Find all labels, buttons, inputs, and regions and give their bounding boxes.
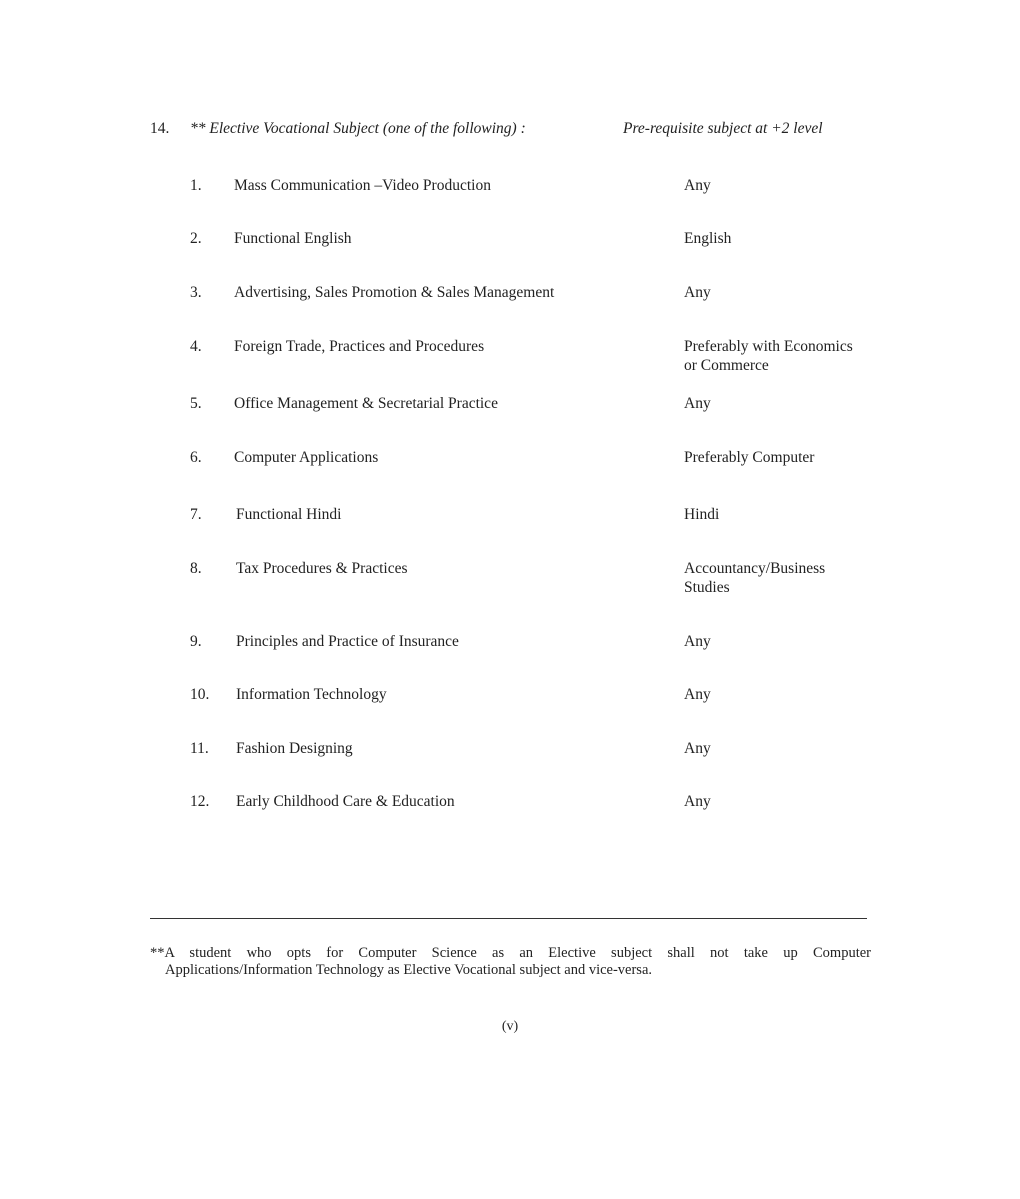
item-number: 8. [190,560,202,577]
prerequisite: Hindi [684,506,720,523]
prerequisite-continued: Studies [684,579,730,596]
subject-name: Functional Hindi [236,506,342,523]
prerequisite: Any [684,793,711,810]
prereq-heading: Pre-requisite subject at +2 level [623,120,823,137]
item-number: 9. [190,633,202,650]
prerequisite-continued: or Commerce [684,357,769,374]
item-number: 12. [190,793,210,810]
item-number: 3. [190,284,202,301]
prerequisite: Any [684,284,711,301]
section-title: ** Elective Vocational Subject (one of the following) : [190,120,526,137]
footnote-line-2: Applications/Information Technology as Elective Vocational subject and vice-versa. [165,962,653,978]
item-number: 6. [190,449,202,466]
footnote-divider [150,918,867,919]
subject-name: Information Technology [236,686,387,703]
subject-name: Computer Applications [234,449,379,466]
item-number: 7. [190,506,202,523]
prerequisite: Accountancy/Business [684,560,826,577]
prerequisite: Any [684,740,711,757]
prerequisite: Any [684,633,711,650]
footnote-line-1: **A student who opts for Computer Science as an Elective subject shall not take up Computer [150,945,871,961]
subject-name: Tax Procedures & Practices [236,560,408,577]
item-number: 4. [190,338,202,355]
subject-name: Fashion Designing [236,740,353,757]
header-number: 14. [150,120,170,137]
prerequisite: Any [684,177,711,194]
subject-name: Foreign Trade, Practices and Procedures [234,338,485,355]
footnote [150,945,871,979]
prerequisite: Preferably with Economics [684,338,853,355]
item-number: 10. [190,686,210,703]
item-number: 2. [190,230,202,247]
page-number: (v) [501,1019,519,1034]
item-number: 1. [190,177,202,194]
item-number: 11. [190,740,209,757]
subject-name: Early Childhood Care & Education [236,793,455,810]
subject-name: Advertising, Sales Promotion & Sales Management [234,284,555,301]
subject-name: Mass Communication –Video Production [234,177,491,194]
item-number: 5. [190,395,202,412]
prerequisite: Any [684,686,711,703]
prerequisite: Any [684,395,711,412]
prerequisite: English [684,230,732,247]
subject-name: Office Management & Secretarial Practice [234,395,498,412]
subject-name: Functional English [234,230,352,247]
prerequisite: Preferably Computer [684,449,815,466]
subject-name: Principles and Practice of Insurance [236,633,459,650]
